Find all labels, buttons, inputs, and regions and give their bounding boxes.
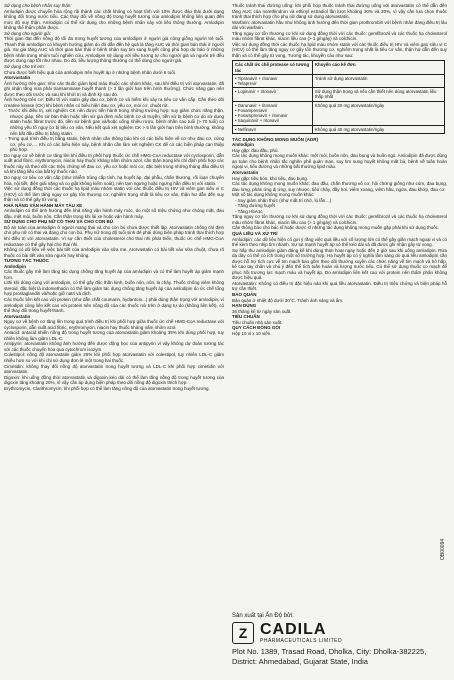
inhibitor-cell: [233, 74, 313, 87]
inhibitor-name: • Nelfinavir: [235, 126, 257, 132]
section-heading: Amlodipin: [4, 263, 26, 269]
bullet-item: - Trước khi điều trị, xét nghiệm CK nên được tiến hành trong những trường hợp: suy giảm chức năng thận, nhược giáp, tiền sử bản thân hoặc tiền sử gia đình mắc bệnh cơ di truyền, tiền sử bị bệnh cơ do sử dụng statin hoặc fibrat trước đó, tiền sử bệnh gan và/hoặc uống nhiều rượu, bệnh nhân cao tuổi (> 70 tuổi) có những yếu tố nguy cơ bị tiêu cơ vân. Nếu kết quả xét nghiệm CK > 5 lần giới hạn trên bình thường, không nên bắt đầu điều trị bằng statin.: [5, 108, 224, 136]
paragraph: Cần thông báo cho bác sĩ hoặc dược sĩ những tác dụng không mong muốn gặp phải khi sử dụng thuốc.: [232, 225, 440, 231]
inhibitor-name: • Fosamprenavir + ritonavir: [235, 113, 288, 119]
recommendation-cell: Tránh sử dụng atorvastatin: [312, 74, 444, 87]
table-row: [233, 88, 445, 101]
paragraph: Bảo quản ở nhiệt độ dưới 30°C. Tránh ánh sáng và ẩm.: [232, 297, 344, 303]
table-row: [233, 101, 445, 125]
inhibitor-name: • Telaprevir: [235, 81, 257, 87]
paragraph: Hay gặp: đau đầu, phù.: [232, 147, 279, 153]
paragraph: Các tác dụng không mong muốn khác: đau đầu, chấn thương vô cơ, hội chứng giống như cúm, đau bụng, đau lưng, phản ứng dị ứng, suy nhược, tiêu chảy, đầy hơi, viêm xoang, viêm hầu, ngứa, đau khớp, đau cơ.: [232, 181, 447, 192]
section-heading: QUÁ LIỀU VÀ XỬ TRÍ: [232, 231, 278, 236]
paragraph: Digoxin: khi uống đồng thời atorvastatin và digoxin kéo dài có thể làm tăng nồng độ trong huyết tương của digoxin tăng khoảng 20%, vì vậy cần áp dụng biện pháp theo dõi nồng độ digoxin thích hợp.: [4, 374, 224, 386]
dash-item: - Suy giảm nhận thức (như mất trí nhớ, lú lẫn…): [235, 197, 332, 203]
paragraph: Độ an toàn của amlodipin ở người mang thai và cho con bú chưa được thiết lập. Atorvastatin chống chỉ định cho phụ nữ có thai và đang cho con bú. Phụ nữ trong độ tuổi sinh đẻ phải dùng biện pháp tránh thai thích hợp khi điều trị với atorvastatin. Vì sự cần thiết của cholesterol cho thai nhi phát triển, thuốc ức chế HMG-CoA reductase có thể gây hại cho thai nhi.: [4, 224, 224, 247]
paragraph: Cimetidin: không thay đổi nồng độ atorvastatin trong huyết tương và LDL-C khi phối hợp cimetidin với atorvastatin.: [4, 363, 224, 375]
recommendation-cell: Không quá 40 mg atorvastatin/ngày: [312, 125, 444, 133]
paragraph: Việc sử dụng đồng thời các thuốc hạ lipid máu nhóm statin với các thuốc điều trị HIV và viêm gan siêu vi C (HCV) có thể làm tăng nguy cơ gây tổn thương cơ, nghiêm trọng nhất là tiêu cơ vân, thận hư dẫn đến suy thận và có thể gây tử vong. Tương tác, khuyến cáo như sau:: [232, 41, 447, 58]
section-heading: TÁC DỤNG KHÔNG MONG MUỐN (ADR): [232, 136, 318, 142]
paragraph: Thời gian đạt đến nồng độ tối đa trong huyết tương của amlodipin ở người già cũng giống người trẻ tuổi. Thanh thải amlodipin có khuynh hướng giảm do đó dẫn đến hệ quả là tăng AUC và thời gian bán thải ở người già. Sự gia tăng AUC và thời gian bán thải ở bệnh nhân suy tim sung huyết cũng phù hợp dự báo ở những bệnh nhân trong nhóm tuổi nghiên cứu. Amlodipin sử dụng với liều tương tự cho người già và người trẻ đều được dung nạp tốt như nhau. Do đó, liều lượng thông thường có thể dùng cho người già.: [4, 36, 224, 64]
paragraph: 36 tháng kể từ ngày sản xuất.: [232, 308, 292, 314]
section-heading: BẢO QUẢN: [232, 292, 257, 298]
table-header-recommendation: Khuyến cáo kê đơn: [312, 61, 444, 74]
paragraph: Các tác dụng không mong muốn khác: mệt mỏi, buồn nôn, đau bụng và buồn ngủ. Amlodipin đã được dùng an toàn cho bệnh nhân tắc nghẽn phế quản mạn, suy tim sung huyết không mất bù, bệnh về tuần hoàn ngoại vi, tiểu đường và những bất thường lipid máu.: [232, 153, 447, 170]
paragraph: Tiêu chuẩn nhà sản xuất.: [232, 319, 283, 325]
paragraph: Erythromycin, Clarithromycin: khi phối hợp có thể làm tăng nồng độ của atorvastatin trong huyết tương.: [4, 385, 210, 391]
section-heading: Atorvastatin: [232, 169, 259, 175]
inhibitor-name: • Darunavir + ritonavir: [235, 102, 278, 108]
paragraph: Việc sử dụng đồng thời các thuốc hạ lipid máu nhóm statin với các thuốc điều trị HIV và viêm gan siêu vi C (HCV) có thể làm tăng nguy cơ gây tổn thương cơ, nghiêm trọng nhất là tiêu cơ vân, thận hư dẫn đến suy thận và có thể gây tử vong.: [4, 186, 224, 203]
paragraph: Sự hấp thu amlodipin giảm đáng kể khi dùng than hoạt ngay hoặc đến 2 giờ sau khi uống amlodipin. Rửa dạ dày có thể có ích trong một số trường hợp. Hạ huyết áp có ý nghĩa lâm sàng do quá liều amlodipin cần được hỗ trợ tích cực về tim mạch bao gồm theo dõi thường xuyên các chức năng về tim mạch và hô hấp, kê cao tay chân và chú ý đến thể tích tuần hoàn và lượng nước tiểu. Có thể sử dụng thuốc co mạch để phục hồi trương lực mạch máu và huyết áp. Do amlodipin liên kết cao với protein nên thẩm phân không được hiệu quả.: [232, 247, 447, 281]
paragraph: Hay gặp: tiêu bón, khó tiêu, đau bụng.: [232, 175, 309, 181]
inhibitor-name: • Lopinavir + ritonavir: [235, 89, 277, 95]
company-address: [232, 647, 447, 667]
recommendation-cell: Sử dụng thận trọng và nếu cần thiết nên dùng atorvastatin liều thấp nhất: [312, 88, 444, 101]
section-heading: HẠN DÙNG: [232, 303, 257, 309]
subheading: Sử dụng cho người già:: [4, 30, 51, 36]
inhibitor-name: • Fosamprenavir: [235, 107, 268, 113]
paragraph: Không có dữ liệu về việc bài tiết của amlodipin vào sữa mẹ. Atorvastatin có bài tiết vào sữa chuột, chưa rõ thuốc có bài tiết vào sữa người hay không.: [4, 247, 224, 258]
paragraph: Antacid: antacid khiến nồng độ trong huyết tương của atorvastatin giảm khoảng 35% khi dùng phối hợp, tuy nhiên không làm giảm LDL-C.: [4, 330, 224, 341]
document-code: OB00094: [440, 538, 446, 560]
paragraph: Chưa được biết hiệu quả của amlodipin trên huyết áp ở những bệnh nhân dưới 6 tuổi.: [4, 69, 177, 75]
paragraph: Các thuốc liên kết cao với protein (như dẫn chất coumarin, hydantoin...) phải dùng thận trọng với amlodipin, vì amlodipin cũng liên kết cao với protein nên nồng độ của các thuốc nói trên ở dạng tự do (không liên kết), có thể thay đổi trong huyết thanh.: [4, 296, 224, 314]
company-logo: [232, 622, 447, 644]
address-line-2: District: Ahmedabad, Gujarat State, India: [232, 657, 368, 666]
paragraph: Amlodipin có thể ảnh hưởng đến khả năng vận hành máy móc, do một số triệu chứng như chóng mặt, đau đầu, mệt mỏi, buồn nôn. Cần thận trọng khi lái xe hoặc vận hành máy.: [4, 208, 224, 219]
paragraph: Do nguy cơ tiêu cơ vân cấp (như nhiễm trùng cấp tính, hạ huyết áp, đại phẫu, chấn thương, rối loạn chuyển hóa, nội tiết, điện giải nặng và co giật không kiểm soát), nên tạm ngưng hoặc ngưng hẳn điều trị với statin.: [4, 174, 224, 186]
paragraph: Nguy cơ về bệnh cơ tăng lên trong quá trình điều trị khi phối hợp giữa thuốc ức chế HMG-CoA reductase với cyclosporin, dẫn xuất acid fibric, erythromycin, niacin hay thuốc kháng nấm nhóm azol.: [4, 319, 224, 330]
section-heading: TƯƠNG TÁC THUỐC: [4, 258, 49, 264]
section-heading: QUY CÁCH ĐÓNG GÓI: [232, 325, 281, 331]
section-heading: Amlodipin: [232, 142, 254, 148]
paragraph: Do nguy cơ về bệnh cơ tăng lên khi điều trị phối hợp thuốc ức chế HMG-CoA reductase với cyclosporin, dẫn xuất acid fibric, erythromycin, niacin hay thuốc kháng nấm nhóm azol, cần thận trọng khi chỉ định phối hợp các thuốc này và theo dõi các triệu chứng về đau cơ, yếu cơ hoặc mỏi cơ, đặc biệt trong những tháng đầu điều trị và khi tăng liều của bất kỳ thuốc nào.: [4, 152, 224, 175]
company-logo-icon: Z: [232, 622, 254, 644]
company-subtitle: PHARMACEUTICALS LIMITED: [260, 638, 343, 644]
right-column: [232, 3, 447, 336]
paragraph: Tăng nguy cơ tổn thương cơ khi sử dụng đồng thời với các thuốc: gemfibrozil và các thuốc hạ cholesterol máu nhóm fibrat khác, niacin liều cao (> 1 g/ngày) và colchicin.: [232, 214, 447, 225]
subheading: Sử dụng cho bệnh nhân suy thận:: [4, 3, 72, 8]
table-row: [233, 125, 445, 133]
paragraph: Các thuốc gây mê làm tăng tác dụng chống tăng huyết áp của amlodipin và có thể làm huyết áp giảm mạnh hơn.: [4, 269, 224, 280]
paragraph: Ảnh hưởng trên cơ: Điều trị với statin gây đau cơ, bệnh cơ và hiếm khi xảy ra tiêu cơ vân cấp. Cần theo dõi creatine kinase (CK) khi bệnh nhân có biểu hiện đau cơ, yếu cơ, mỏi cơ, chuột rút.: [4, 97, 224, 108]
paragraph: Atorvastatin: Không có điều trị đặc hiệu nào khi quá liều atorvastatin. Điều trị triệu chứng và biện pháp hỗ trợ cần thiết.: [232, 280, 447, 292]
paragraph: Hộp 10 vỉ x 10 viên.: [232, 330, 272, 336]
dash-item: - Tăng đường huyết: [235, 203, 275, 209]
manufactured-by-label: Sản xuất tại Ấn Độ bởi:: [232, 613, 294, 619]
company-name: CADILA: [260, 621, 327, 638]
dash-item: - Tăng HbA1c: [235, 208, 263, 214]
inhibitor-cell: [233, 101, 313, 125]
inhibitor-cell: [233, 125, 313, 133]
section-heading: KHẢ NĂNG VẬN HÀNH MÁY TÀU XE: [4, 202, 83, 208]
paragraph: Ảnh hưởng trên gan: như các thuốc giảm lipid máu thuộc các nhóm khác, sau khi điều trị với atorvastatin, đã ghi nhận tăng vừa phải transaminase huyết thanh (> 3 lần giới hạn trên bình thường). Chức năng gan nên được theo dõi trước và sau khi khởi trị và định kỳ sau đó.: [4, 80, 224, 97]
inhibitor-name: • Tipranavir + ritonavir: [235, 75, 278, 81]
paragraph: Lithi khi dùng cùng với amlodipin, có thể gây độc thần kinh, buồn nôn, nôn, ỉa chảy. Thuốc chống viêm không steroid, đặc biệt là indomethacin có thể làm giảm tác dụng chống tăng huyết áp của amlodipin do ức chế tổng hợp prostaglandin và/hoặc giữ natri và dịch.: [4, 280, 224, 297]
bullet-item: - Trong quá trình điều trị bằng statin, bệnh nhân cần thông báo khi có các biểu hiện về cơ như đau cơ, cứng cơ, yếu cơ,… Khi có các biểu hiện này, bệnh nhân cần làm xét nghiệm CK để có các biện pháp can thiệp phù hợp.: [5, 136, 224, 153]
paragraph: Thuốc tránh thai đường uống: khi phối hợp thuốc tránh thai đường uống với atorvastatin có thể dẫn đến tăng AUC của norethindron và ethinyl estradiol lần lượt khoảng 30% và 20%, vì vậy cần lựa chọn thuốc tránh thai thích hợp cho phụ nữ đang sử dụng atorvastatin.: [232, 3, 447, 20]
address-line-1: Plot No. 1389, Trasad Road, Dholka, City: Dholka-382225,: [232, 647, 427, 656]
paragraph: Amlodipin được chuyển hóa rộng rãi thành các chất không có hoạt tính với 10% được đào thải dưới dạng không đổi trong nước tiểu. Các thay đổi về nồng độ trong huyết tương của amlodipin không liên quan đến mức độ suy thận. Amlodipin có thể sử dụng cho những bệnh nhân này với liều thông thường. Amlodipin không thể thẩm phân được.: [4, 8, 224, 31]
protease-interaction-table: [232, 60, 445, 133]
paragraph: Antipyrin: atorvastatin không ảnh hưởng đến dược động học của antipyrin vì vậy không dự đoán tương tác với các thuốc chuyển hóa qua cytochrom isozym.: [4, 341, 224, 352]
paragraph: Tăng nguy cơ tổn thương cơ khi sử dụng đồng thời với các thuốc: gemfibrozil và các thuốc hạ cholesterol máu nhóm fibrat khác, niacin liều cao (> 1 g/ngày) và colchicin.: [232, 30, 447, 42]
section-heading: Atorvastatin: [4, 313, 31, 319]
paragraph: Một số tác dụng không mong muốn khác:: [232, 192, 315, 198]
paragraph: Amlodipin: các dữ liệu hiện có gợi ý rằng việc quá liều với số lượng lớn có thể gây giãn mạch ngoại vi và có thể kèm theo nhịp tim nhanh. Sự tụt mạnh huyết áp có thể kéo dài và đã được ghi nhận gây tử vong.: [232, 236, 447, 248]
recommendation-cell: Không quá 20 mg atorvastatin/ngày: [312, 101, 444, 125]
subheading: Sử dụng cho trẻ em:: [4, 64, 45, 70]
section-heading: TIÊU CHUẨN: [232, 314, 260, 320]
left-column: [4, 3, 224, 391]
paragraph: Colestipol: nồng độ atorvastatin giảm 25% khi phối hợp atorvastatin với colestipol, tuy nhiên LDL-C giảm nhiều hơn so với khi chỉ sử dụng đơn lẻ một trong hai thuốc.: [4, 352, 224, 363]
table-row: [233, 74, 445, 87]
section-heading: SỬ DỤNG CHO PHỤ NỮ CÓ THAI VÀ CHO CON BÚ: [4, 219, 113, 225]
inhibitor-name: • Saquinavir + ritonavir: [235, 118, 280, 124]
table-header-inhibitors: Các chất ức chế protease có tương tác: [233, 61, 313, 74]
inhibitor-cell: [233, 88, 313, 101]
manufacturer-footer: [232, 613, 447, 667]
right-column-top: [232, 3, 447, 58]
right-column-bottom: [232, 137, 447, 337]
paragraph: Warfarin: atorvastatin hầu như không ảnh hưởng đến thời gian prothrombin với bệnh nhân đang điều trị lâu dài với warfarin.: [232, 19, 447, 31]
section-heading: Atorvastatin: [4, 75, 31, 81]
